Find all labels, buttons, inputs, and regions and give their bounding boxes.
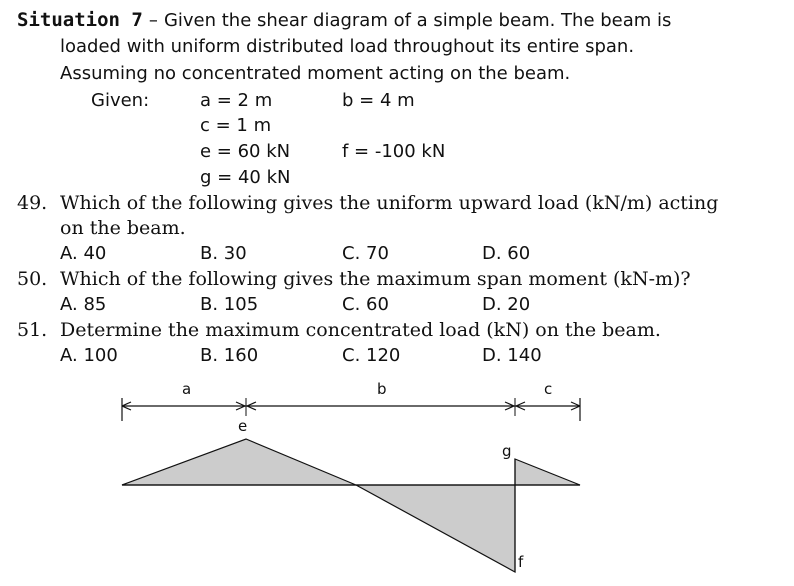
given-label: Given: [91, 90, 150, 111]
shear-region-positive-left [122, 439, 356, 485]
question-50-choice-c: C. 60 [342, 294, 389, 315]
shear-region-positive-right [515, 459, 580, 485]
situation-line-2: loaded with uniform distributed load throughout its entire span. [60, 36, 635, 57]
question-49-line-2: on the beam. [60, 217, 186, 239]
given-a: a = 2 m [200, 90, 273, 111]
situation-line-3: Assuming no concentrated moment acting on the beam. [60, 63, 571, 84]
given-f: f = -100 kN [342, 141, 446, 162]
question-49-choice-b: B. 30 [200, 243, 247, 264]
question-51-choice-b: B. 160 [200, 345, 259, 366]
given-c: c = 1 m [200, 115, 272, 136]
situation-label: Situation 7 [17, 9, 143, 31]
question-51-number: 51. [17, 319, 48, 341]
question-51-line-1: Determine the maximum concentrated load (kN) on the beam. [60, 319, 661, 341]
question-50-line-1: Which of the following gives the maximum span moment (kN-m)? [60, 268, 691, 290]
situation-dash: – [148, 10, 158, 31]
question-50-number: 50. [17, 268, 48, 290]
question-49-choice-c: C. 70 [342, 243, 389, 264]
question-49-choice-d: D. 60 [482, 243, 531, 264]
situation-line-1: Given the shear diagram of a simple beam. The beam is [163, 10, 672, 31]
question-51-choice-c: C. 120 [342, 345, 401, 366]
question-50-choice-a: A. 85 [60, 294, 107, 315]
question-50-choice-d: D. 20 [482, 294, 531, 315]
label-g: g [502, 442, 512, 460]
given-g: g = 40 kN [200, 167, 291, 188]
question-51-choice-d: D. 140 [482, 345, 542, 366]
question-50-choice-b: B. 105 [200, 294, 259, 315]
question-51-choice-a: A. 100 [60, 345, 118, 366]
label-b: b [377, 380, 387, 398]
label-a: a [182, 380, 192, 398]
question-49-number: 49. [17, 192, 48, 214]
question-49-line-1: Which of the following gives the uniform upward load (kN/m) acting [60, 192, 719, 214]
question-49-choice-a: A. 40 [60, 243, 107, 264]
label-f: f [518, 553, 524, 571]
label-e: e [238, 417, 248, 435]
given-e: e = 60 kN [200, 141, 291, 162]
given-b: b = 4 m [342, 90, 415, 111]
label-c: c [544, 380, 553, 398]
shear-region-negative [356, 485, 515, 572]
